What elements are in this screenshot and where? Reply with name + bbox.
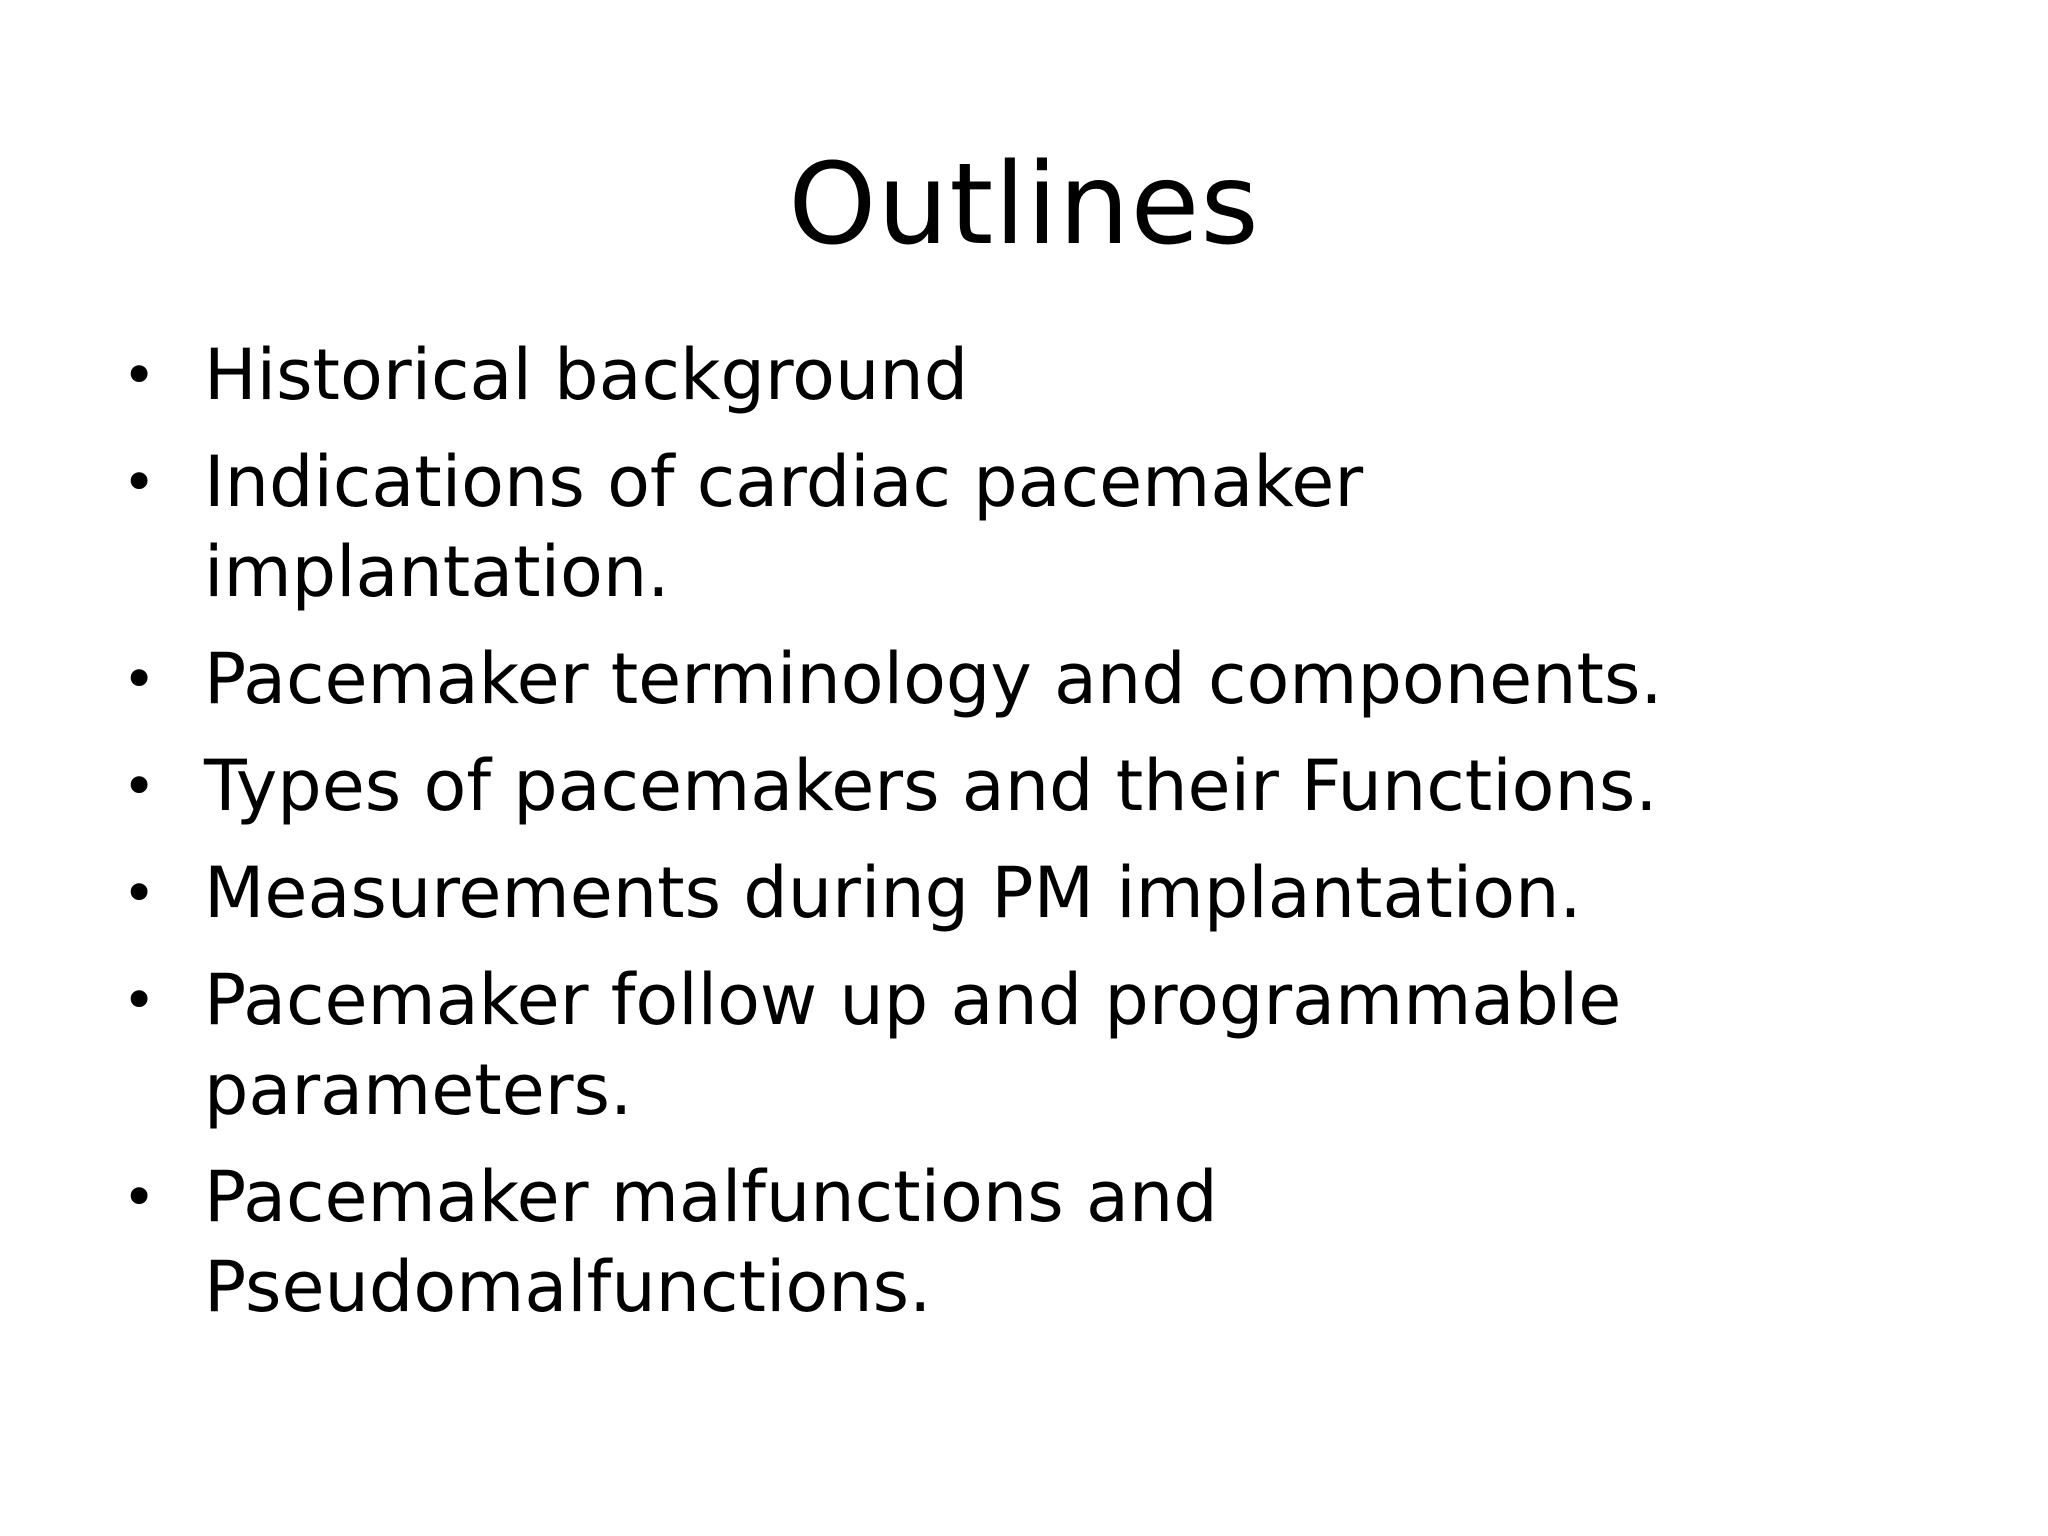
bullet-text: Measurements during PM implantation.: [204, 852, 1582, 934]
bullet-text: Pacemaker malfunctions and Pseudomalfunctions.: [204, 1156, 1218, 1328]
bullet-icon: •: [122, 341, 157, 409]
bullet-icon: •: [122, 448, 157, 516]
bullet-item: [122, 330, 1704, 420]
bullet-item: [122, 437, 1704, 617]
bullet-item: [122, 634, 1704, 724]
bullet-text: Types of pacemakers and their Functions.: [204, 745, 1658, 827]
slide-title: Outlines: [788, 140, 1260, 270]
bullet-text: Historical background: [204, 334, 969, 416]
bullet-text: Pacemaker terminology and components.: [204, 638, 1663, 720]
bullet-icon: •: [122, 1163, 157, 1231]
bullet-icon: •: [122, 752, 157, 820]
bullet-item: [122, 1152, 1704, 1332]
bullet-text: Indications of cardiac pacemaker implantation.: [204, 441, 1364, 613]
bullet-icon: •: [122, 859, 157, 927]
bullet-item: [122, 741, 1704, 831]
bullet-icon: •: [122, 966, 157, 1034]
bullet-text: Pacemaker follow up and programmable parameters.: [204, 959, 1622, 1131]
bullet-item: [122, 848, 1704, 938]
bullet-list: [122, 330, 1922, 1349]
bullet-item: [122, 955, 1704, 1135]
bullet-icon: •: [122, 645, 157, 713]
